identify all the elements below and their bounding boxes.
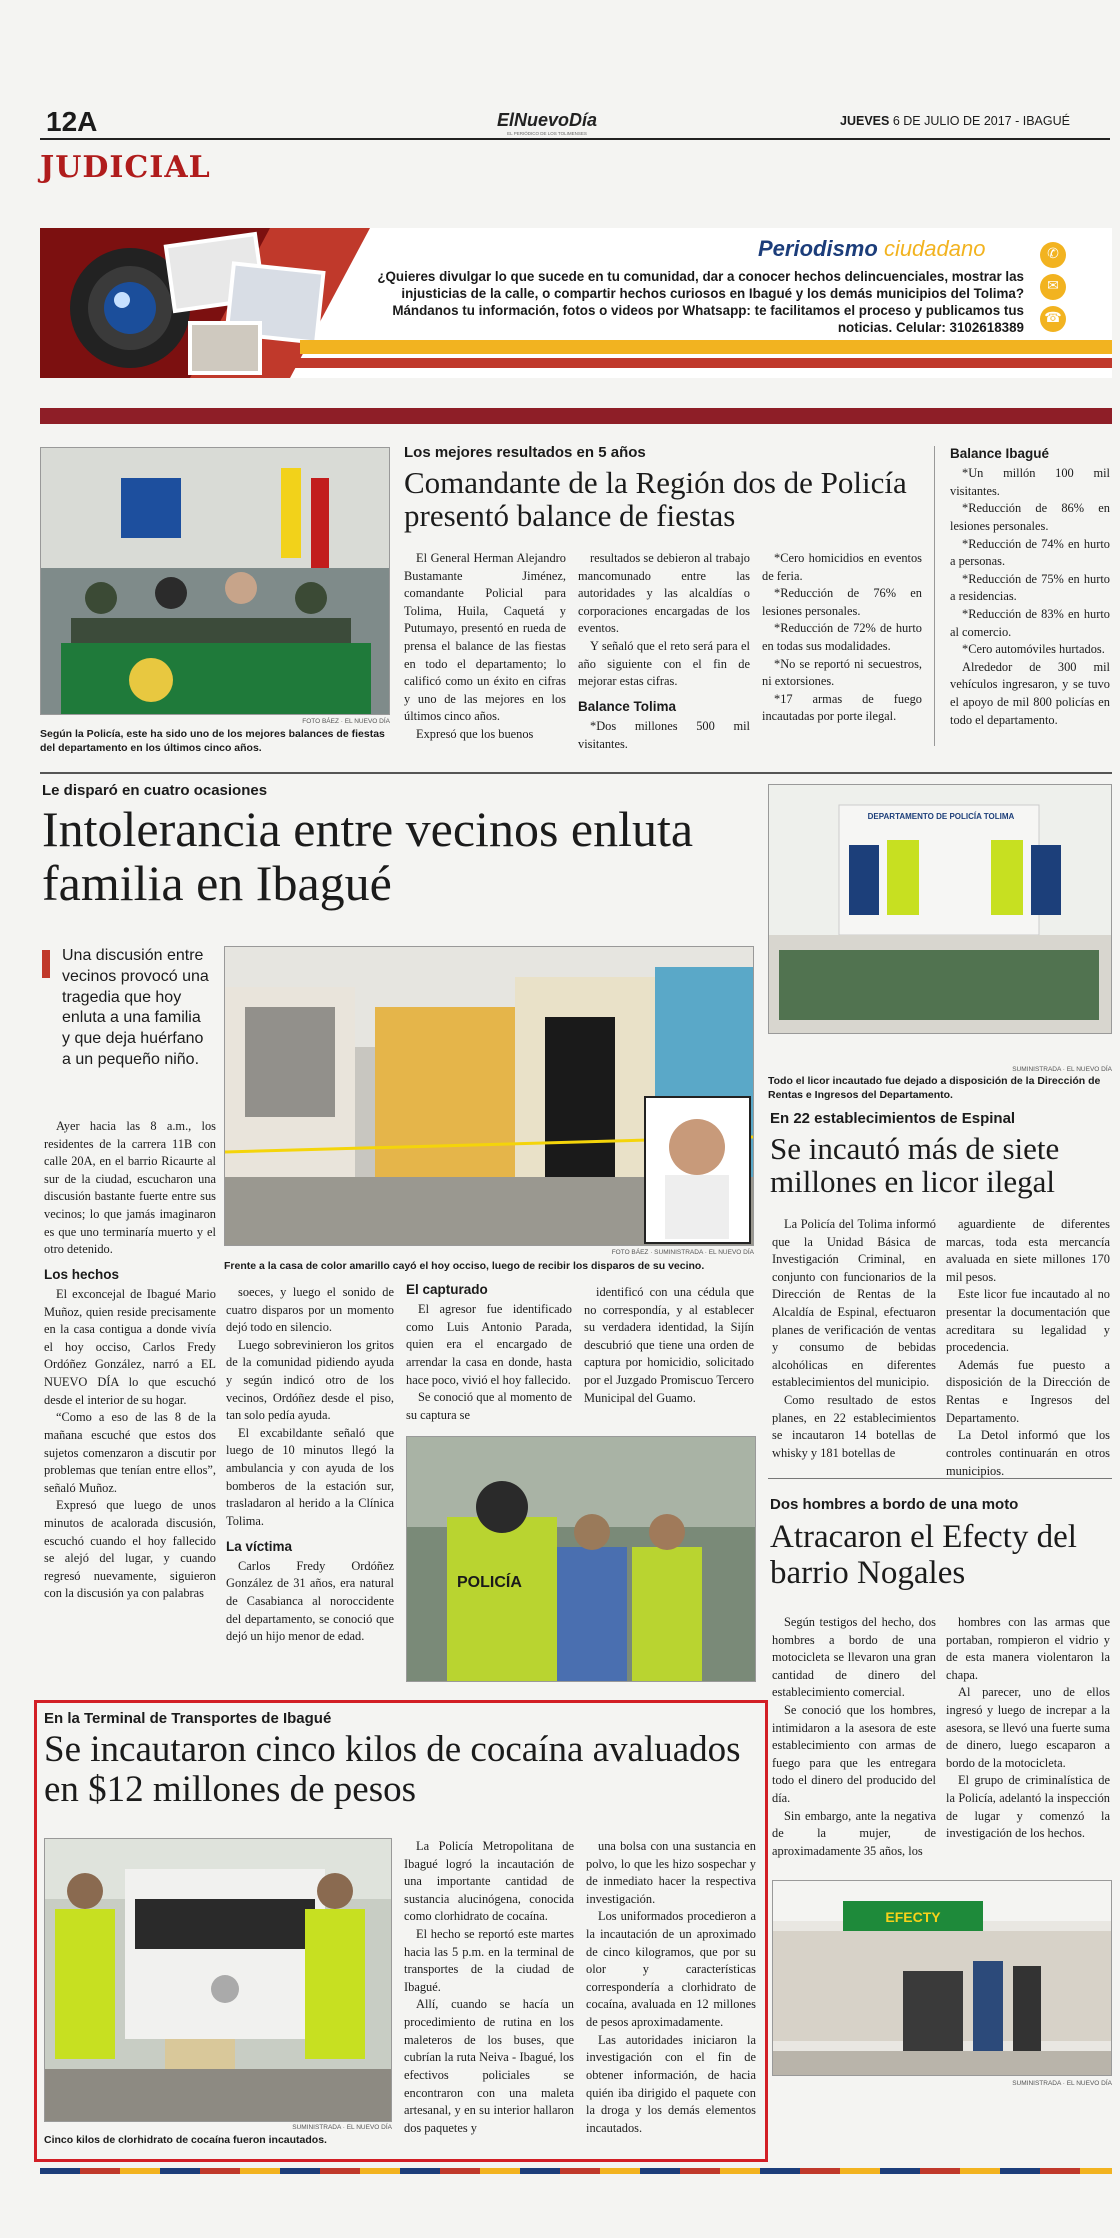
paragraph: El General Herman Alejandro Bustamante Jiménez, comandante Policial para Tolima, Huila, Caquetá y Putumayo, presentó en rueda de prensa el balance de las fiestas en todo el departamento; lo calificó como un éxito en cifras y uno de las mejores en los últimos cinco años. — [404, 551, 566, 724]
banner-title — [758, 236, 985, 262]
paragraph: aguardiente de diferentes marcas, toda esta mercancía avaluada en siete millones 170 mil pesos. — [946, 1217, 1110, 1284]
camera-illustration — [40, 228, 370, 378]
sidebar-column — [950, 444, 1110, 729]
paragraph: *Reducción de 83% en hurto al comercio. — [950, 607, 1110, 639]
paragraph: Sin embargo, ante la negativa de la mujer, de aproximadamente 35 años, los — [772, 1808, 936, 1858]
section-rule — [768, 1478, 1112, 1479]
paragraph: Luego sobrevinieron los gritos de la comunidad pidiendo ayuda y según indicó otro de los vecinos, Ordóñez desde el piso, tan solo pedía ayuda. — [226, 1337, 394, 1423]
paragraph: *17 armas de fuego incautadas por porte ilegal. — [762, 691, 922, 724]
article-column — [404, 1838, 574, 2137]
paragraph: La Policía Metropolitana de Ibagué logró la incautación de una importante cantidad de sustancia alucinógena, conocida como clorhidrato de cocaína. — [404, 1839, 574, 1924]
column-divider — [934, 446, 935, 746]
section-title: JUDICIAL — [40, 150, 211, 185]
whatsapp-icon: ✆ — [1040, 242, 1066, 268]
paragraph: Alrededor de 300 mil vehículos ingresaron, y se tuvo el apoyo de mil 800 policías en todo el departamento. — [950, 659, 1110, 727]
article-kicker: Dos hombres a bordo de una moto — [770, 1496, 1019, 1513]
paragraph: Las autoridades iniciaron la investigación con el fin de obtener información, de hacia quién iba dirigido el paquete con la droga y los demás elementos incautados. — [586, 2032, 756, 2135]
photo-credit: SUMINISTRADA · EL NUEVO DÍA — [1012, 2080, 1112, 2087]
masthead-logo — [492, 110, 602, 136]
article-kicker: En 22 establecimientos de Espinal — [770, 1110, 1016, 1127]
paragraph: Se conoció que al momento de su captura se — [406, 1390, 572, 1422]
subhead: La víctima — [226, 1538, 293, 1554]
paragraph: Se conoció que los hombres, intimidaron a la asesora de este establecimiento con armas de fuego para que les entregara todo el dinero del producido del día. — [772, 1703, 936, 1806]
paragraph: *Un millón 100 mil visitantes. — [950, 466, 1110, 498]
paragraph: El excabildante señaló que luego de 10 minutos llegó la ambulancia y con ayuda de los bomberos de la estación sur, trasladaron al herido a la Clínica Tolima. — [226, 1425, 394, 1528]
efecty-storefront-photo — [772, 1880, 1112, 2076]
paragraph: Y señaló que el reto será para el año siguiente con el fin de mejorar estas cifras. — [578, 639, 750, 689]
article-column — [578, 550, 750, 753]
lead-marker — [42, 950, 50, 978]
paragraph: Expresó que luego de unos minutos de acalorada discusión, escuchó cuando el hoy fallecido se alejó del lugar, y cuando regresó nuevamente, siguieron con la discusión ya con palabras — [44, 1498, 216, 1601]
paragraph: *Reducción de 72% de hurto en todas sus modalidades. — [762, 621, 922, 654]
footer-rule — [40, 2168, 1112, 2174]
banner-stripe-yellow — [300, 340, 1112, 354]
paragraph: Allí, cuando se hacía un procedimiento de rutina en los maleteros de los buses, que cubrían la ruta Neiva - Ibagué, los efectivos policiales se encontraron con una maleta artesanal, y en su interior hallaron dos paquetes y — [404, 1997, 574, 2135]
paragraph: resultados se debieron al trabajo mancomunado entre las autoridades y las alcaldías o corporaciones encargadas de los eventos. — [578, 551, 750, 636]
article-column — [586, 1838, 756, 2137]
photo-caption: Según la Policía, este ha sido uno de los mejores balances de fiestas del departamento en los últimos cinco años. — [40, 728, 385, 754]
banner-phone: Celular: 3102618389 — [895, 320, 1024, 336]
citizen-journalism-banner — [40, 228, 1112, 378]
article-headline: Intolerancia entre vecinos enluta familia en Ibagué — [42, 801, 694, 911]
subhead: Los hechos — [44, 1266, 120, 1282]
paragraph: Al parecer, uno de ellos ingresó y luego de increpar a la asesora, se llevó una fuerte suma de dinero, luego escaparon a bordo de la motocicleta. — [946, 1685, 1110, 1770]
paragraph: *Reducción de 75% en hurto a residencias. — [950, 571, 1110, 604]
paragraph: Los uniformados procedieron a la incautación de un aproximado de cinco kilogramos, que por su olor y características correspondería a clorhidrato de cocaína, avaluada en 12 millones de pesos aproximadamente. — [586, 1909, 756, 2030]
header-rule — [40, 138, 1110, 140]
article-headline: Se incautaron cinco kilos de cocaína avaluados en $12 millones de pesos — [44, 1729, 741, 1810]
page-number: 12A — [46, 106, 98, 137]
paragraph: soeces, y luego el sonido de cuatro disparos por un momento dejó todo en silencio. — [226, 1285, 394, 1335]
photo-caption: Cinco kilos de clorhidrato de cocaína fueron incautados. — [44, 2134, 327, 2146]
article-column — [946, 1216, 1110, 1480]
subhead: Balance Tolima — [578, 698, 677, 714]
date-day: JUEVES — [840, 114, 890, 128]
police-vest-label: POLICÍA — [457, 1574, 522, 1591]
photo-credit: FOTO BÁEZ · EL NUEVO DÍA — [302, 718, 390, 725]
article-column — [226, 1284, 394, 1646]
article-column — [946, 1614, 1110, 1843]
article-kicker: En la Terminal de Transportes de Ibagué — [44, 1710, 332, 1727]
subhead: El capturado — [406, 1282, 488, 1297]
photo-credit: FOTO BÁEZ · SUMINISTRADA · EL NUEVO DÍA — [611, 1249, 754, 1256]
paragraph: *Cero automóviles hurtados. — [962, 642, 1105, 657]
paragraph: Este licor fue incautado al no presentar la documentación que acreditara su legalidad y procedencia. — [946, 1287, 1110, 1355]
paragraph: *Reducción de 86% en lesiones personales. — [950, 501, 1110, 533]
paragraph: Además fue puesto a disposición de la Dirección de Rentas e Ingresos del Departamento. — [946, 1357, 1110, 1425]
paragraph: hombres con las armas que portaban, rompieron el vidrio y de esta manera violentaron la chapa. — [946, 1615, 1110, 1682]
section-rule — [40, 772, 1112, 774]
article-column — [584, 1284, 754, 1407]
logo-text: ElNuevoDía — [496, 110, 598, 130]
paragraph: El agresor fue identificado como Luis Antonio Parada, quien era el encargado de arrendar la casa en donde, hasta hace poco, vivió el hoy fallecido. — [406, 1302, 572, 1387]
subhead: Balance Ibagué — [950, 446, 1050, 461]
article-column — [772, 1614, 936, 1861]
article-kicker: Le disparó en cuatro ocasiones — [42, 782, 268, 799]
article-lead: Una discusión entre vecinos provocó una tragedia que hoy enluta a una familia y que deja huérfano a un pequeño niño. — [62, 947, 209, 1068]
arrest-photo — [406, 1436, 756, 1682]
article-column — [44, 1118, 216, 1603]
article-kicker: Los mejores resultados en 5 años — [404, 444, 646, 461]
banner-title-a: Periodismo — [758, 236, 878, 261]
article-column — [762, 550, 922, 726]
paragraph: *Dos millones 500 mil visitantes. — [578, 719, 750, 751]
paragraph: “Como a eso de las 8 de la mañana escuché que estos dos sujetos comenzaron a discutir por problemas que tenían entre ellos”, señaló Muñoz. — [44, 1410, 216, 1495]
paragraph: Según testigos del hecho, dos hombres a bordo de una motocicleta se llevaron una gran cantidad de dinero del establecimiento comercial. — [772, 1615, 936, 1700]
article-column — [404, 550, 566, 744]
press-conference-photo — [40, 447, 390, 715]
liquor-seizure-photo — [768, 784, 1112, 1034]
paragraph: *No se reportó ni secuestros, ni extorsiones. — [762, 656, 922, 689]
paragraph: El grupo de criminalística de la Policía, adelantó la inspección de lugar y comenzó la investigación de los hechos. — [946, 1773, 1110, 1841]
article-column — [772, 1216, 936, 1463]
paragraph: El exconcejal de Ibagué Mario Muñoz, quien reside precisamente en la casa contigua a donde vivía el hoy occiso, Carlos Fredy Ordóñez González, narró a EL NUEVO DÍA lo que escuchó desde el interior de su hogar. — [44, 1287, 216, 1407]
paragraph: una bolsa con una sustancia en polvo, lo que les hizo sospechar y de inmediato hacer la respectiva investigación. — [586, 1839, 756, 1906]
article-headline: Comandante de la Región dos de Policía presentó balance de fiestas — [404, 465, 907, 534]
phone-icon: ☎ — [1040, 306, 1066, 332]
article-column — [406, 1280, 572, 1424]
backdrop-text: DEPARTAMENTO DE POLICÍA TOLIMA — [867, 812, 1015, 821]
date-line — [840, 114, 1100, 128]
logo-tagline: EL PERIÓDICO DE LOS TOLIMENSES — [507, 131, 587, 136]
paragraph: *Reducción de 76% en lesiones personales. — [762, 586, 922, 618]
banner-body — [372, 268, 1024, 337]
photo-caption: Todo el licor incautado fue dejado a disposición de la Dirección de Rentas e Ingresos del Departamento. — [768, 1075, 1101, 1101]
article-headline: Atracaron el Efecty del barrio Nogales — [770, 1519, 1077, 1591]
store-sign: EFECTY — [885, 1909, 941, 1925]
banner-stripe-red — [270, 358, 1112, 368]
cocaine-seizure-photo — [44, 1838, 392, 2122]
house-photo — [224, 946, 754, 1246]
email-icon: ✉ — [1040, 274, 1066, 300]
paragraph: La Policía del Tolima informó que la Unidad Básica de Investigación Criminal, en conjunto con funcionarios de la Dirección de Rentas de la Alcaldía de Espinal, efectuaron planes de verificación de ventas y consumo de bebidas alcohólicas en diferentes establecimientos del municipio. — [772, 1217, 936, 1390]
paragraph: *Cero homicidios en eventos de feria. — [762, 551, 922, 583]
paragraph: Como resultado de estos planes, en 22 establecimientos se incautaron 14 botellas de whisky y 181 botellas de — [772, 1393, 936, 1460]
banner-bottom-bar — [40, 408, 1112, 424]
photo-credit: SUMINISTRADA · EL NUEVO DÍA — [1012, 1066, 1112, 1073]
paragraph: Expresó que los buenos — [416, 727, 534, 742]
date-text: 6 DE JULIO DE 2017 - IBAGUÉ — [892, 114, 1070, 128]
paragraph: identificó con una cédula que no correspondía, y al establecer su verdadera identidad, la Sijín descubrió que tiene una orden de captura por homicidio, solicitado por el Juzgado Promiscuo Tercero Municipal del Guamo. — [584, 1285, 754, 1405]
paragraph: Carlos Fredy Ordóñez González de 31 años, era natural de Casabianca al noroccidente del departamento, se conoció que dejó un hijo menor de edad. — [226, 1558, 394, 1644]
paragraph: *Reducción de 74% en hurto a personas. — [950, 536, 1110, 569]
article-headline: Se incautó más de siete millones en licor ilegal — [770, 1131, 1060, 1200]
banner-title-b: ciudadano — [883, 236, 986, 261]
paragraph: Ayer hacia las 8 a.m., los residentes de la carrera 11B con calle 20A, en el barrio Ricaurte al sur de la ciudad, escucharon una discusión bastante fuerte entre sus vecinos; lo que jamás imaginaron es que uno terminaría muerto y el otro detenido. — [44, 1119, 216, 1257]
banner-text: ¿Quieres divulgar lo que sucede en tu comunidad, dar a conocer hechos delincuenciales, mostrar las injusticias de la calle, o compartir hechos curiosos en Ibagué y los demás municipios del Tolima? Mándanos tu información, fotos o videos por Whatsapp: te facilitamos el proceso y publicamos tus noticias. — [377, 269, 1024, 336]
paragraph: El hecho se reportó este martes hacia las 5 p.m. en la terminal de transportes de la ciudad de Ibagué. — [404, 1927, 574, 1994]
photo-credit: SUMINISTRADA · EL NUEVO DÍA — [292, 2124, 392, 2131]
paragraph: La Detol informó que los controles continuarán en otros municipios. — [946, 1428, 1110, 1478]
photo-caption: Frente a la casa de color amarillo cayó el hoy occiso, luego de recibir los disparos de su vecino. — [224, 1260, 705, 1272]
